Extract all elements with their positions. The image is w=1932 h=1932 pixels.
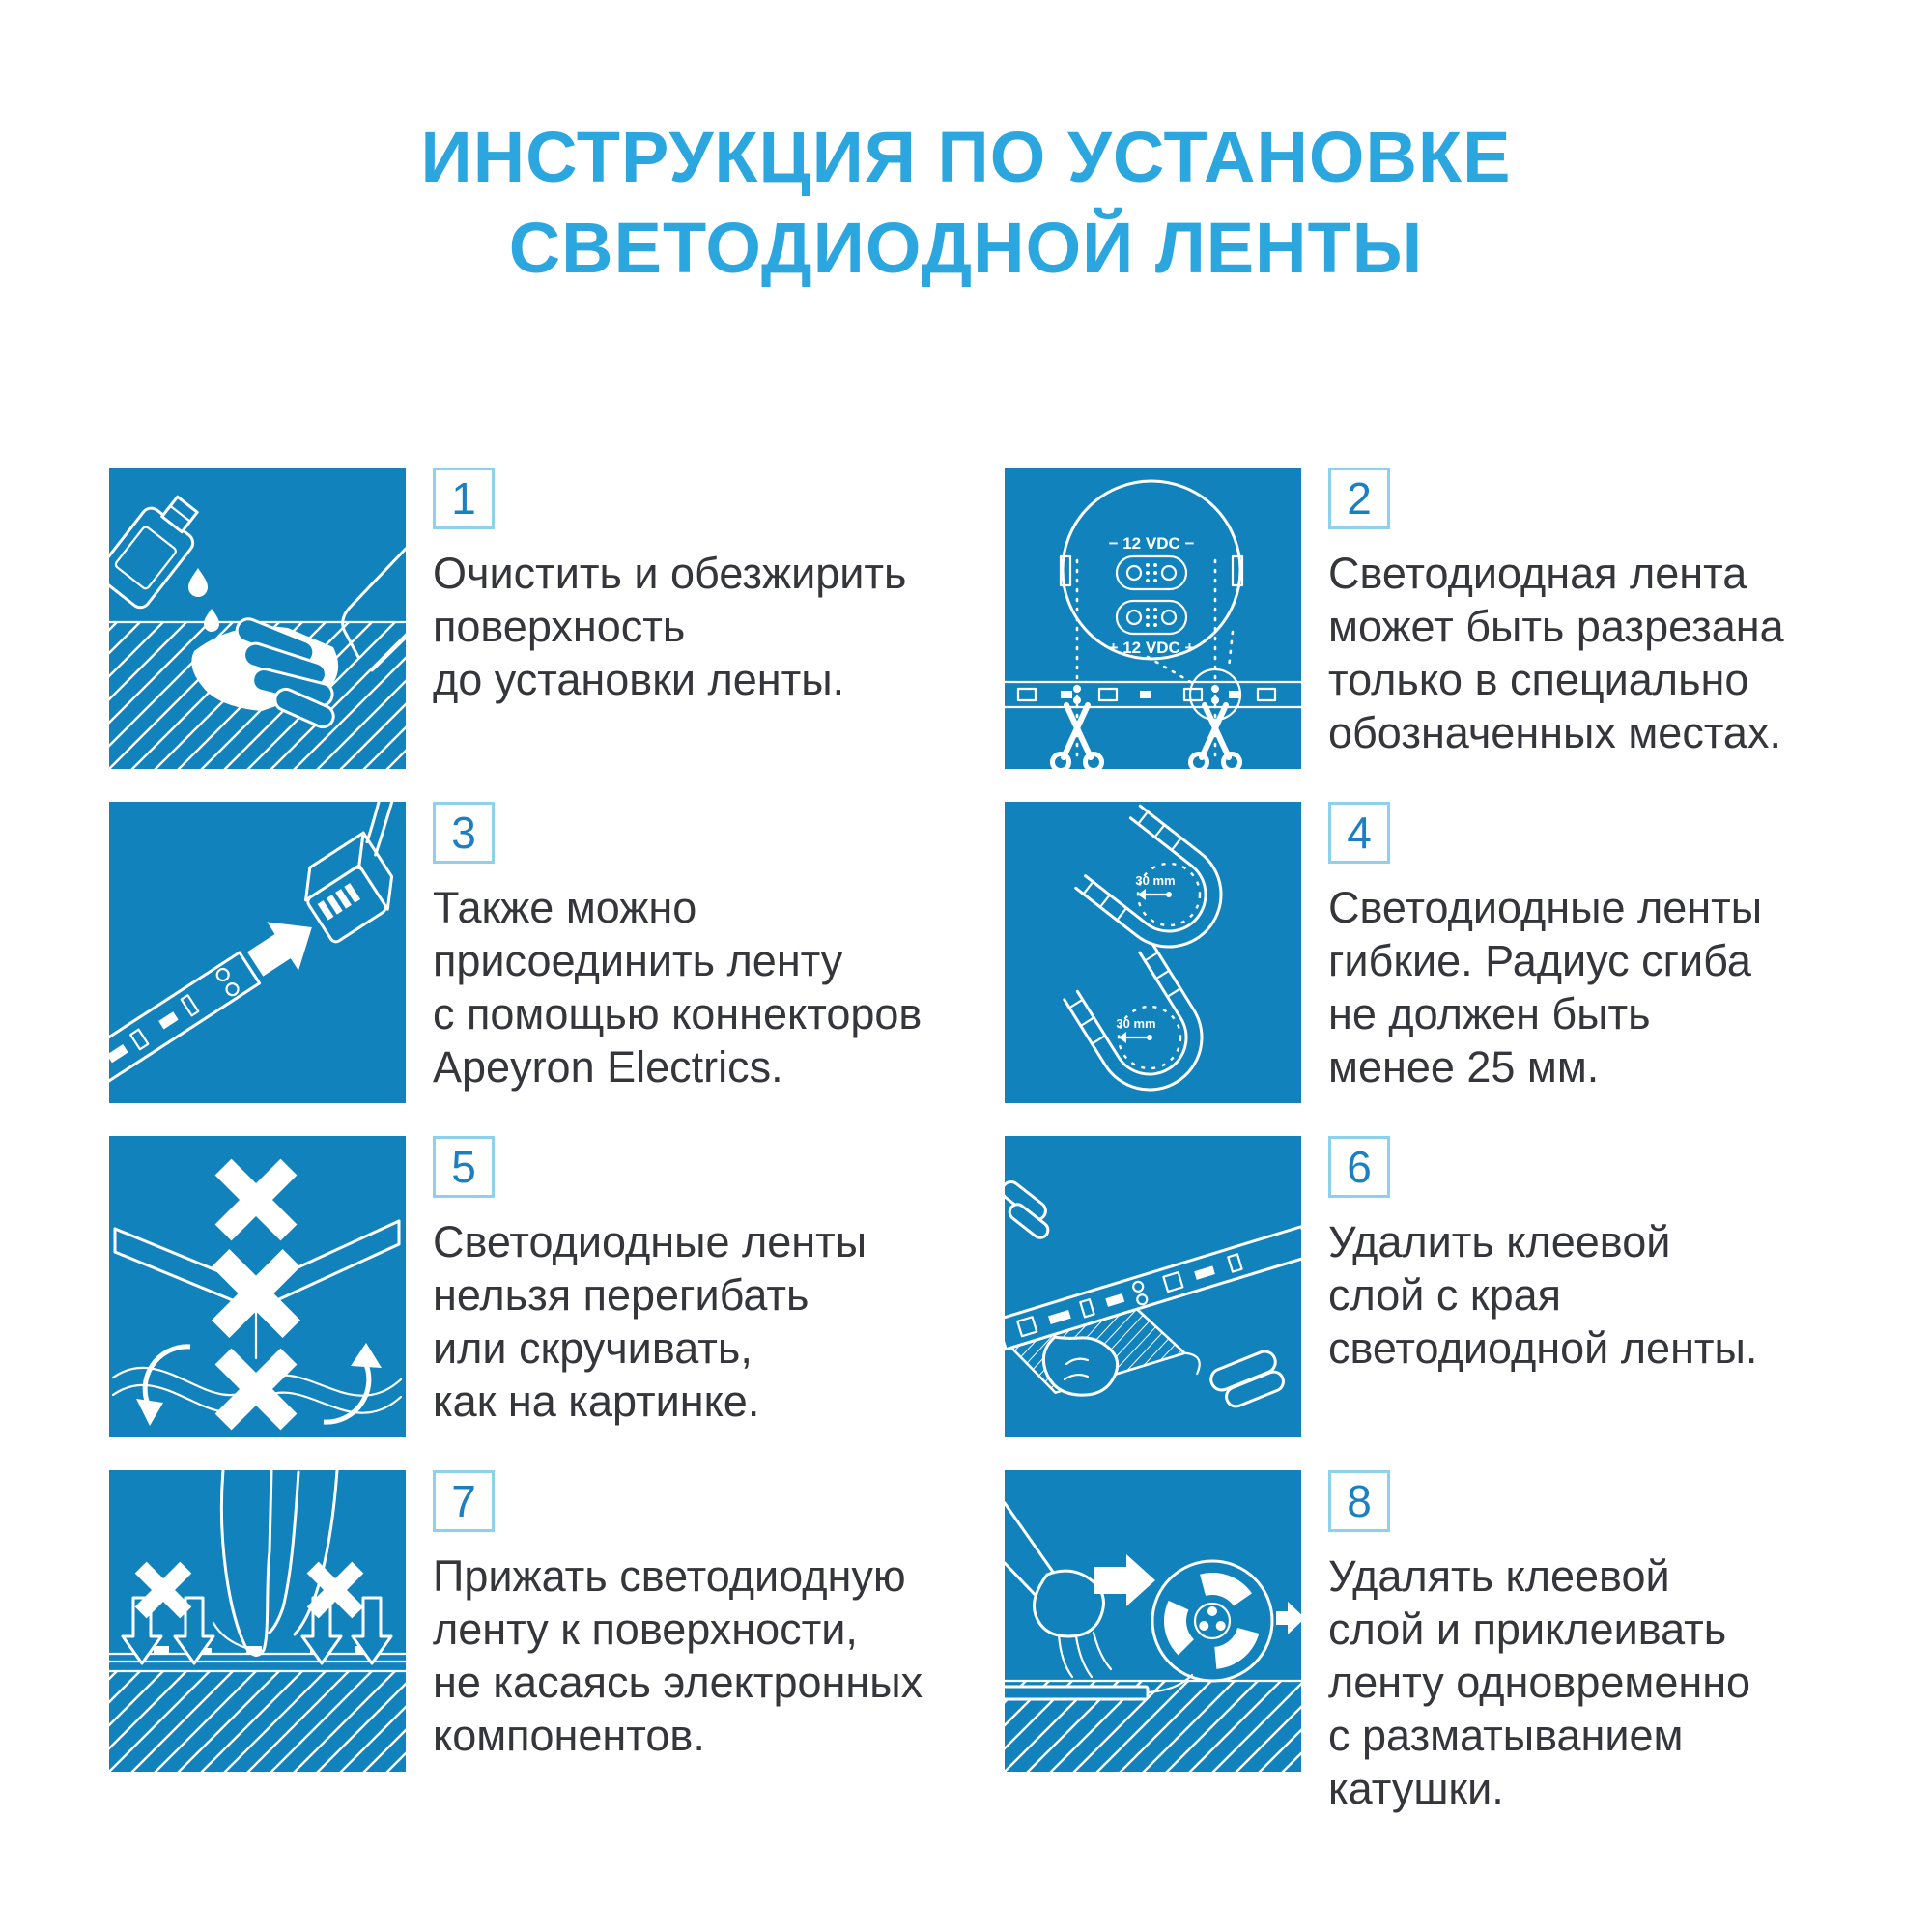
text-line: с помощью коннекторов	[433, 989, 923, 1038]
step-1-number-box	[433, 468, 495, 529]
radius-label: 30 mm	[1116, 1016, 1156, 1031]
step-number: 6	[1347, 1142, 1372, 1192]
connector-illustration	[109, 802, 406, 1103]
step-3-tile	[109, 802, 406, 1103]
text-line: поверхность	[433, 602, 686, 651]
press-strip-illustration	[109, 1470, 406, 1772]
text-line: не касаясь электронных	[433, 1658, 923, 1707]
step-3	[109, 802, 1012, 1103]
rotate-arrow-icon	[136, 1347, 190, 1426]
step-6-number-box	[1328, 1136, 1390, 1198]
step-3-number-box	[433, 802, 495, 864]
page-title	[0, 112, 1932, 294]
text-line: Также можно	[433, 883, 697, 932]
text-line: Светодиодные ленты	[1328, 883, 1763, 932]
text-line: или скручивать,	[433, 1323, 753, 1373]
text-line: до установки ленты.	[433, 655, 845, 704]
text-line: Удалить клеевой	[1328, 1217, 1671, 1266]
drop-icon	[188, 568, 208, 597]
step-number: 7	[451, 1476, 476, 1526]
strip-on-floor	[1005, 1687, 1148, 1699]
step-number: 4	[1347, 808, 1372, 858]
no-fold-no-twist-illustration	[109, 1136, 406, 1437]
text-line: Прижать светодиодную	[433, 1551, 906, 1601]
solder-pad-group	[1117, 601, 1186, 634]
step-2	[1005, 468, 1908, 769]
step-4-text	[1328, 881, 1908, 1094]
text-line: компонентов.	[433, 1711, 705, 1760]
unwind-reel-illustration	[1005, 1470, 1301, 1772]
step-8-number-box	[1328, 1470, 1390, 1532]
clean-surface-illustration	[109, 468, 406, 769]
step-2-tile	[1005, 468, 1301, 769]
step-7-number-box	[433, 1470, 495, 1532]
text-line: менее 25 мм.	[1328, 1042, 1600, 1092]
x-mark-icon	[215, 1349, 298, 1431]
step-2-text	[1328, 547, 1908, 759]
hand-icon	[1043, 1337, 1117, 1395]
peel-adhesive-illustration	[1005, 1136, 1301, 1437]
text-line: гибкие. Радиус сгиба	[1328, 936, 1751, 985]
solder-pad-group	[1117, 556, 1186, 589]
x-mark-icon	[307, 1562, 364, 1619]
step-number: 2	[1347, 473, 1372, 524]
step-6	[1005, 1136, 1908, 1437]
x-mark-icon	[135, 1562, 192, 1619]
step-5-tile	[109, 1136, 406, 1437]
text-line: присоединить ленту	[433, 936, 843, 985]
text-line: Очистить и обезжирить	[433, 549, 907, 598]
step-7-text	[433, 1549, 1012, 1762]
text-line: катушки.	[1328, 1764, 1504, 1813]
step-5-number-box	[433, 1136, 495, 1198]
step-7-tile	[109, 1470, 406, 1772]
text-line: светодиодной ленты.	[1328, 1323, 1758, 1373]
step-3-text	[433, 881, 1012, 1094]
hand-icon	[1005, 1179, 1051, 1241]
page-title-line2: СВЕТОДИОДНОЙ ЛЕНТЫ	[508, 208, 1424, 288]
step-4-number-box	[1328, 802, 1390, 864]
text-line: обозначенных местах.	[1328, 708, 1781, 757]
text-line: Светодиодная лента	[1328, 549, 1747, 598]
step-number: 1	[451, 473, 476, 524]
step-8-text	[1328, 1549, 1908, 1815]
drop-icon	[204, 609, 219, 632]
step-number: 3	[451, 808, 476, 858]
step-4	[1005, 802, 1908, 1103]
step-2-number-box	[1328, 468, 1390, 529]
text-line: Apeyron Electrics.	[433, 1042, 783, 1092]
x-mark-icon	[215, 1159, 298, 1241]
reel-icon	[1146, 1561, 1272, 1681]
text-line: может быть разрезана	[1328, 602, 1784, 651]
step-6-tile	[1005, 1136, 1301, 1437]
step-6-text	[1328, 1215, 1908, 1375]
hand-icon	[1208, 1349, 1286, 1409]
text-line: нельзя перегибать	[433, 1270, 810, 1320]
step-4-tile	[1005, 802, 1301, 1103]
step-7	[109, 1470, 1012, 1772]
text-line: ленту одновременно	[1328, 1658, 1751, 1707]
step-8	[1005, 1470, 1908, 1815]
step-1-tile	[109, 468, 406, 769]
step-number: 5	[451, 1142, 476, 1192]
vdc-label-bottom: + 12 VDC +	[1108, 639, 1195, 657]
radius-label: 30 mm	[1135, 873, 1176, 888]
text-line: только в специально	[1328, 655, 1749, 704]
text-line: слой и приклеивать	[1328, 1605, 1727, 1654]
vdc-label-top: − 12 VDC −	[1108, 534, 1195, 553]
text-line: Светодиодные ленты	[433, 1217, 867, 1266]
step-5	[109, 1136, 1012, 1437]
text-line: Удалять клеевой	[1328, 1551, 1670, 1601]
text-line: ленту к поверхности,	[433, 1605, 858, 1654]
step-number: 8	[1347, 1476, 1372, 1526]
bend-radius-illustration	[1005, 802, 1301, 1103]
step-8-tile	[1005, 1470, 1301, 1772]
text-line: слой с края	[1328, 1270, 1562, 1320]
arrow-right-icon	[1276, 1602, 1301, 1634]
page-title-line1: ИНСТРУКЦИЯ ПО УСТАНОВКЕ	[420, 117, 1512, 197]
text-line: как на картинке.	[433, 1377, 760, 1426]
step-1	[109, 468, 1012, 769]
step-5-text	[433, 1215, 1012, 1428]
text-line: с разматыванием	[1328, 1711, 1684, 1760]
rotate-arrow-icon	[324, 1343, 382, 1422]
cut-marked-places-illustration	[1005, 468, 1301, 769]
wire	[330, 802, 406, 842]
text-line: не должен быть	[1328, 989, 1651, 1038]
step-1-text	[433, 547, 1012, 706]
